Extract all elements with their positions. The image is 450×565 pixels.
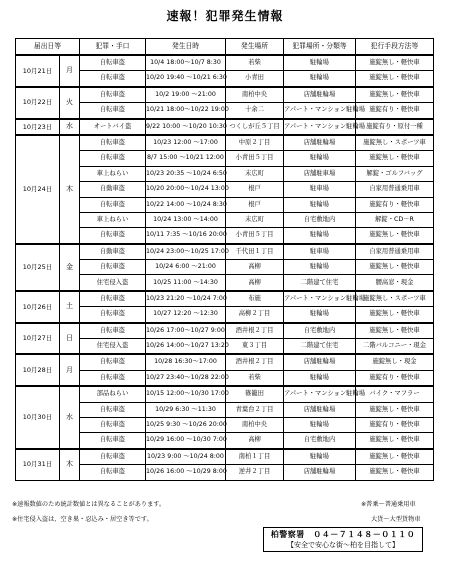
location-category-cell: 店舗駐輪場	[284, 465, 356, 480]
method-detail-cell: 施錠無し・現金	[356, 354, 434, 370]
weekday-cell: 日	[60, 323, 80, 355]
table-row	[16, 135, 434, 151]
location-category-cell: 駐輪場	[284, 55, 356, 71]
occurrence-time-cell: 10/29 16:00 ～10/30 7:00	[146, 433, 226, 449]
location-cell: 末広町	[226, 166, 284, 181]
location-category-cell: 駐輪場	[284, 71, 356, 87]
location-cell: 小青田５丁目	[226, 228, 284, 244]
occurrence-time-cell: 10/22 14:00 ～10/24 8:30	[146, 197, 226, 212]
method-detail-cell: 施錠無し・軽快車	[356, 87, 434, 103]
location-category-cell: 駐輪場	[284, 449, 356, 465]
weekday-cell: 土	[60, 291, 80, 323]
method-detail-cell: 自家用普通乗用車	[356, 182, 434, 197]
crime-type-cell: 自転車盗	[80, 354, 146, 370]
weekday-cell: 月	[60, 354, 80, 386]
police-station-box	[263, 527, 423, 552]
method-detail-cell: 施錠無し・軽快車	[356, 433, 434, 449]
report-date-cell: 10月24日	[16, 135, 60, 244]
crime-type-cell: 自転車盗	[80, 323, 146, 339]
header-place: 発生場所	[226, 39, 284, 56]
location-cell: 根戸	[226, 182, 284, 197]
crime-type-cell: 自転車盗	[80, 370, 146, 386]
method-detail-cell: 腰高窓・現金	[356, 275, 434, 291]
occurrence-time-cell: 10/21 18:00～10/22 19:00	[146, 103, 226, 119]
occurrence-time-cell: 8/7 15:00 ～10/21 12:00	[146, 151, 226, 166]
method-detail-cell: バイク・マフラー	[356, 386, 434, 402]
location-cell: 高柳２丁目	[226, 307, 284, 323]
location-cell: 南柏中央	[226, 417, 284, 432]
location-cell: 南柏１丁目	[226, 449, 284, 465]
method-detail-cell: 二階バルコニー・現金	[356, 339, 434, 355]
occurrence-time-cell: 10/29 6:30 ～11:30	[146, 402, 226, 417]
location-cell: 高柳	[226, 260, 284, 275]
occurrence-time-cell: 10/26 16:00 ～10/29 8:00	[146, 465, 226, 480]
occurrence-time-cell: 10/4 18:00～10/7 8:30	[146, 55, 226, 71]
location-cell: 東３丁目	[226, 339, 284, 355]
crime-type-cell: 自転車盗	[80, 103, 146, 119]
occurrence-time-cell: 10/23 12:00 ～17:00	[146, 135, 226, 151]
method-detail-cell: 施錠無し・軽快車	[356, 465, 434, 480]
table-row	[16, 291, 434, 307]
note-burglary: ※住宅侵入盗は、空き巣・忍込み・居空き等です。	[12, 516, 153, 523]
location-cell: 高柳	[226, 275, 284, 291]
crime-type-cell: 自転車盗	[80, 135, 146, 151]
occurrence-time-cell: 10/24 6:00 ～21:00	[146, 260, 226, 275]
location-category-cell: 自宅敷地内	[284, 323, 356, 339]
crime-type-cell: 自転車盗	[80, 55, 146, 71]
occurrence-time-cell: 10/27 23:40～10/28 22:00	[146, 370, 226, 386]
location-category-cell: アパート・マンション駐輪場	[284, 386, 356, 402]
occurrence-time-cell: 10/23 9:00 ～10/24 8:00	[146, 449, 226, 465]
method-detail-cell: 自家用普通乗用車	[356, 244, 434, 260]
location-category-cell: 店舗駐輪場	[284, 402, 356, 417]
occurrence-time-cell: 10/2 19:00 ～21:00	[146, 87, 226, 103]
location-cell: 酒井根２丁目	[226, 323, 284, 339]
report-date-cell: 10月31日	[16, 449, 60, 480]
location-category-cell: 駐輪場	[284, 417, 356, 432]
crime-type-cell: 自転車盗	[80, 87, 146, 103]
report-date-cell: 10月22日	[16, 87, 60, 119]
table-row	[16, 55, 434, 71]
method-detail-cell: 施錠無し・軽快車	[356, 151, 434, 166]
location-category-cell: 店舗駐輪場	[284, 135, 356, 151]
method-detail-cell: 施錠無し・軽快車	[356, 228, 434, 244]
location-category-cell: 自宅敷地内	[284, 212, 356, 227]
location-category-cell: 駐輪場	[284, 260, 356, 275]
location-cell: 逆井２丁目	[226, 465, 284, 480]
occurrence-time-cell: 10/11 7:35 ～10/16 20:00	[146, 228, 226, 244]
weekday-cell: 金	[60, 244, 80, 291]
location-category-cell: 駐車場	[284, 182, 356, 197]
crime-type-cell: 住宅侵入盗	[80, 275, 146, 291]
weekday-cell: 火	[60, 87, 80, 119]
header-time: 発生日時	[146, 39, 226, 56]
location-category-cell: 店舗駐車場	[284, 166, 356, 181]
method-detail-cell: 施錠無し・スポーツ車	[356, 135, 434, 151]
table-row	[16, 386, 434, 402]
location-cell: 小青田	[226, 71, 284, 87]
location-cell: 高柳	[226, 433, 284, 449]
occurrence-time-cell: 10/15 12:00～10/30 17:00	[146, 386, 226, 402]
location-category-cell: アパート・マンション駐輪場	[284, 119, 356, 135]
occurrence-time-cell: 10/28 16:30～17:00	[146, 354, 226, 370]
header-method: 犯罪・手口	[80, 39, 146, 56]
method-detail-cell: 解錠・CD－R	[356, 212, 434, 227]
method-detail-cell: 施錠有り・原付一種	[356, 119, 434, 135]
location-cell: 根戸	[226, 197, 284, 212]
report-date-cell: 10月23日	[16, 119, 60, 135]
report-date-cell: 10月26日	[16, 291, 60, 323]
location-category-cell: アパート・マンション駐輪場	[284, 291, 356, 307]
crime-type-cell: 自転車盗	[80, 260, 146, 275]
weekday-cell: 水	[60, 119, 80, 135]
crime-type-cell: 車上ねらい	[80, 212, 146, 227]
crime-type-cell: 自動車盗	[80, 182, 146, 197]
table-row	[16, 449, 434, 465]
location-cell: 青葉台２丁目	[226, 402, 284, 417]
location-category-cell: 駐輪場	[284, 370, 356, 386]
occurrence-time-cell: 10/20 19:40 ～10/21 6:30	[146, 71, 226, 87]
location-category-cell: 駐輪場	[284, 151, 356, 166]
location-cell: 末広町	[226, 212, 284, 227]
location-category-cell: アパート・マンション駐輪場	[284, 103, 356, 119]
report-date-cell: 10月21日	[16, 55, 60, 87]
crime-type-cell: 車上ねらい	[80, 166, 146, 181]
crime-type-cell: 住宅侵入盗	[80, 339, 146, 355]
location-cell: 南柏中央	[226, 87, 284, 103]
method-detail-cell: 施錠有り・軽快車	[356, 103, 434, 119]
location-category-cell: 駐車場	[284, 244, 356, 260]
report-date-cell: 10月25日	[16, 244, 60, 291]
table-body	[16, 55, 434, 480]
police-slogan: 【安全で安心な街～柏を目指して】	[287, 540, 399, 549]
occurrence-time-cell: 10/25 9:30 ～10/26 20:00	[146, 417, 226, 432]
occurrence-time-cell: 10/23 21:20 ～10/24 7:00	[146, 291, 226, 307]
crime-type-cell: 部品ねらい	[80, 386, 146, 402]
occurrence-time-cell: 10/20 20:00～10/24 13:00	[146, 182, 226, 197]
location-cell: 千代田１丁目	[226, 244, 284, 260]
crime-type-cell: 自転車盗	[80, 307, 146, 323]
occurrence-time-cell: 10/24 23:00～10/25 17:00	[146, 244, 226, 260]
crime-type-cell: 自転車盗	[80, 228, 146, 244]
location-cell: 篠籠田	[226, 386, 284, 402]
note-vehicle-abbrev-2: 大貨～大型貨物車	[371, 516, 421, 523]
method-detail-cell: 施錠無し・軽快車	[356, 260, 434, 275]
occurrence-time-cell: 10/26 14:00～10/27 13:20	[146, 339, 226, 355]
table-row	[16, 354, 434, 370]
location-category-cell: 駐輪場	[284, 197, 356, 212]
method-detail-cell: 施錠無し・軽快車	[356, 402, 434, 417]
location-category-cell: 二階建て住宅	[284, 275, 356, 291]
report-date-cell: 10月28日	[16, 354, 60, 386]
location-cell: つくしが丘５丁目	[226, 119, 284, 135]
method-detail-cell: 施錠無し・軽快車	[356, 449, 434, 465]
method-detail-cell: 施錠有り・軽快車	[356, 197, 434, 212]
note-statistics: ※速報数値のため統計数値とは異なることがあります。	[12, 501, 166, 508]
table-row	[16, 119, 434, 135]
report-date-cell: 10月30日	[16, 386, 60, 449]
location-cell: 十余二	[226, 103, 284, 119]
weekday-cell: 木	[60, 449, 80, 480]
crime-type-cell: オートバイ盗	[80, 119, 146, 135]
occurrence-time-cell: 10/23 20:35 ～10/24 6:50	[146, 166, 226, 181]
crime-type-cell: 自転車盗	[80, 417, 146, 432]
location-cell: 酒井根２丁目	[226, 354, 284, 370]
location-cell: 小青田５丁目	[226, 151, 284, 166]
location-category-cell: 二階建て住宅	[284, 339, 356, 355]
location-cell: 若柴	[226, 370, 284, 386]
method-detail-cell: 解錠・ゴルフバッグ	[356, 166, 434, 181]
location-cell: 布施	[226, 291, 284, 307]
table-row	[16, 323, 434, 339]
weekday-cell: 木	[60, 135, 80, 244]
table-header-row	[16, 39, 434, 56]
table-row	[16, 87, 434, 103]
location-category-cell: 店舗駐輪場	[284, 354, 356, 370]
weekday-cell: 水	[60, 386, 80, 449]
occurrence-time-cell: 10/24 13:00 ～14:00	[146, 212, 226, 227]
location-category-cell: 店舗駐輪場	[284, 87, 356, 103]
method-detail-cell: 施錠有り・軽快車	[356, 417, 434, 432]
crime-type-cell: 自転車盗	[80, 151, 146, 166]
report-date-cell: 10月27日	[16, 323, 60, 355]
occurrence-time-cell: 10/26 17:00～10/27 9:00	[146, 323, 226, 339]
crime-report-table	[15, 38, 434, 481]
method-detail-cell: 施錠無し・軽快車	[356, 323, 434, 339]
location-cell: 若柴	[226, 55, 284, 71]
weekday-cell: 月	[60, 55, 80, 87]
method-detail-cell: 施錠無し・軽快車	[356, 71, 434, 87]
method-detail-cell: 施錠無し・軽快車	[356, 55, 434, 71]
crime-type-cell: 自転車盗	[80, 449, 146, 465]
location-category-cell: 駐輪場	[284, 228, 356, 244]
occurrence-time-cell: 9/22 10:00 ～10/20 10:30	[146, 119, 226, 135]
method-detail-cell: 施錠無し・軽快車	[356, 307, 434, 323]
crime-type-cell: 自転車盗	[80, 291, 146, 307]
header-category: 犯罪場所・分類等	[284, 39, 356, 56]
occurrence-time-cell: 10/25 11:00 ～14:30	[146, 275, 226, 291]
page-title: 速報！犯罪発生情報	[166, 9, 284, 23]
location-category-cell: 駐輪場	[284, 307, 356, 323]
method-detail-cell: 施錠無し・スポーツ車	[356, 291, 434, 307]
header-date: 届出日等	[16, 39, 80, 56]
occurrence-time-cell: 10/27 12:20 ～12:30	[146, 307, 226, 323]
location-category-cell: 自宅敷地内	[284, 433, 356, 449]
crime-type-cell: 自転車盗	[80, 197, 146, 212]
crime-type-cell: 自転車盗	[80, 71, 146, 87]
table-row	[16, 244, 434, 260]
police-station-contact: 柏警察署 ０４－７１４８－０１１０	[270, 530, 416, 539]
location-cell: 中原２丁目	[226, 135, 284, 151]
crime-type-cell: 自転車盗	[80, 402, 146, 417]
note-vehicle-abbrev-1: ※普乗～普通乗用車	[361, 501, 416, 508]
method-detail-cell: 施錠有り・軽快車	[356, 370, 434, 386]
crime-type-cell: 自転車盗	[80, 433, 146, 449]
crime-type-cell: 自動車盗	[80, 244, 146, 260]
header-means: 犯行手段方法等	[356, 39, 434, 56]
crime-type-cell: 自転車盗	[80, 465, 146, 480]
